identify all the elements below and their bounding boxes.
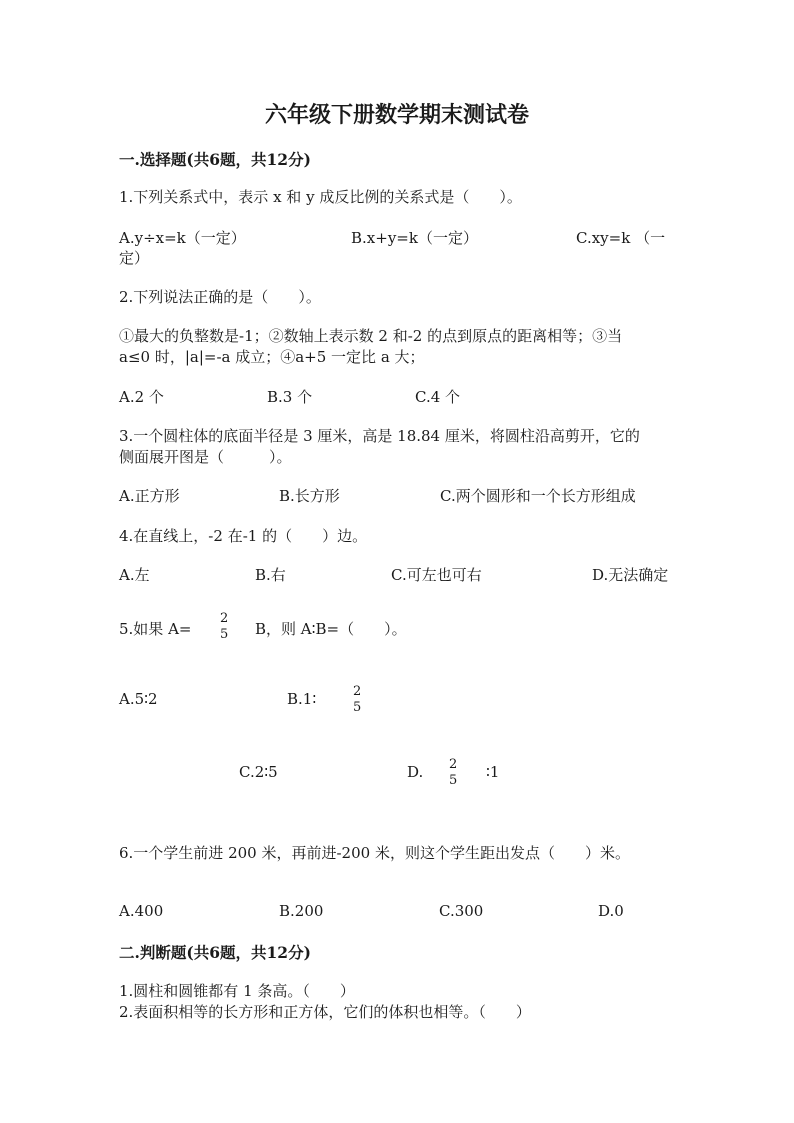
question-6-option-c[interactable]: C.300	[439, 902, 484, 920]
fraction-denominator: 5	[449, 773, 458, 788]
question-5-stem-suffix: B，则 A∶B=（ ）。	[255, 620, 407, 638]
question-4-option-c[interactable]: C.可左也可右	[391, 566, 482, 584]
question-5-option-c[interactable]: C.2∶5	[239, 763, 278, 781]
question-5-option-d[interactable]: D.	[407, 763, 424, 781]
judgement-question-2: 2.表面积相等的长方形和正方体，它们的体积也相等。（ ）	[119, 1003, 531, 1021]
question-4-option-b[interactable]: B.右	[255, 566, 286, 584]
section-heading-judgement: 二.判断题(共6题，共12分)	[119, 943, 311, 962]
question-1-option-c[interactable]: C.xy=k （一	[576, 229, 666, 247]
question-3-option-c[interactable]: C.两个圆形和一个长方形组成	[440, 487, 636, 505]
question-2-detail-line2: a≤0 时，|a|=-a 成立；④a+5 一定比 a 大；	[119, 348, 425, 366]
question-6-option-b[interactable]: B.200	[279, 902, 324, 920]
fraction-numerator: 2	[220, 611, 229, 626]
fraction-denominator: 5	[220, 627, 229, 642]
question-4-option-a[interactable]: A.左	[119, 566, 150, 584]
question-5-option-d-suffix: ∶1	[486, 763, 500, 781]
question-4-option-d[interactable]: D.无法确定	[592, 566, 669, 584]
question-2-option-c[interactable]: C.4 个	[415, 388, 461, 406]
fraction-numerator: 2	[353, 684, 362, 699]
question-4-stem: 4.在直线上，-2 在-1 的（ ）边。	[119, 527, 368, 545]
question-6-option-d[interactable]: D.0	[598, 902, 624, 920]
question-6-option-a[interactable]: A.400	[119, 902, 164, 920]
question-5-option-d-fraction	[449, 757, 457, 789]
page-title: 六年级下册数学期末测试卷	[264, 102, 529, 128]
question-1-option-c-wrap: 定）	[119, 249, 150, 267]
question-1-option-b[interactable]: B.x+y=k（一定）	[351, 229, 478, 247]
question-6-stem: 6.一个学生前进 200 米，再前进-200 米，则这个学生距出发点（ ）米。	[119, 844, 630, 862]
question-1-stem: 1.下列关系式中，表示 x 和 y 成反比例的关系式是（ ）。	[119, 188, 522, 206]
section-heading-choice: 一.选择题(共6题，共12分)	[119, 150, 311, 169]
question-5-fraction	[220, 611, 228, 643]
question-5-stem-prefix: 5.如果 A=	[119, 620, 192, 638]
question-3-option-b[interactable]: B.长方形	[279, 487, 340, 505]
fraction-denominator: 5	[353, 700, 362, 715]
question-5-option-a[interactable]: A.5∶2	[119, 690, 158, 708]
question-5-option-b-fraction	[353, 684, 361, 716]
question-2-detail-line1: ①最大的负整数是-1；②数轴上表示数 2 和-2 的点到原点的距离相等；③当	[119, 327, 623, 345]
question-3-stem-line2: 侧面展开图是（ ）。	[119, 448, 292, 466]
fraction-numerator: 2	[449, 757, 458, 772]
question-3-stem-line1: 3.一个圆柱体的底面半径是 3 厘米，高是 18.84 厘米，将圆柱沿高剪开，它的	[119, 427, 640, 445]
question-1-option-a[interactable]: A.y÷x=k（一定）	[119, 229, 246, 247]
judgement-question-1: 1.圆柱和圆锥都有 1 条高。（ ）	[119, 982, 355, 1000]
question-5-option-b[interactable]: B.1∶	[287, 690, 317, 708]
question-3-option-a[interactable]: A.正方形	[119, 487, 180, 505]
question-2-option-b[interactable]: B.3 个	[267, 388, 313, 406]
question-2-option-a[interactable]: A.2 个	[119, 388, 164, 406]
question-2-stem: 2.下列说法正确的是（ ）。	[119, 288, 321, 306]
